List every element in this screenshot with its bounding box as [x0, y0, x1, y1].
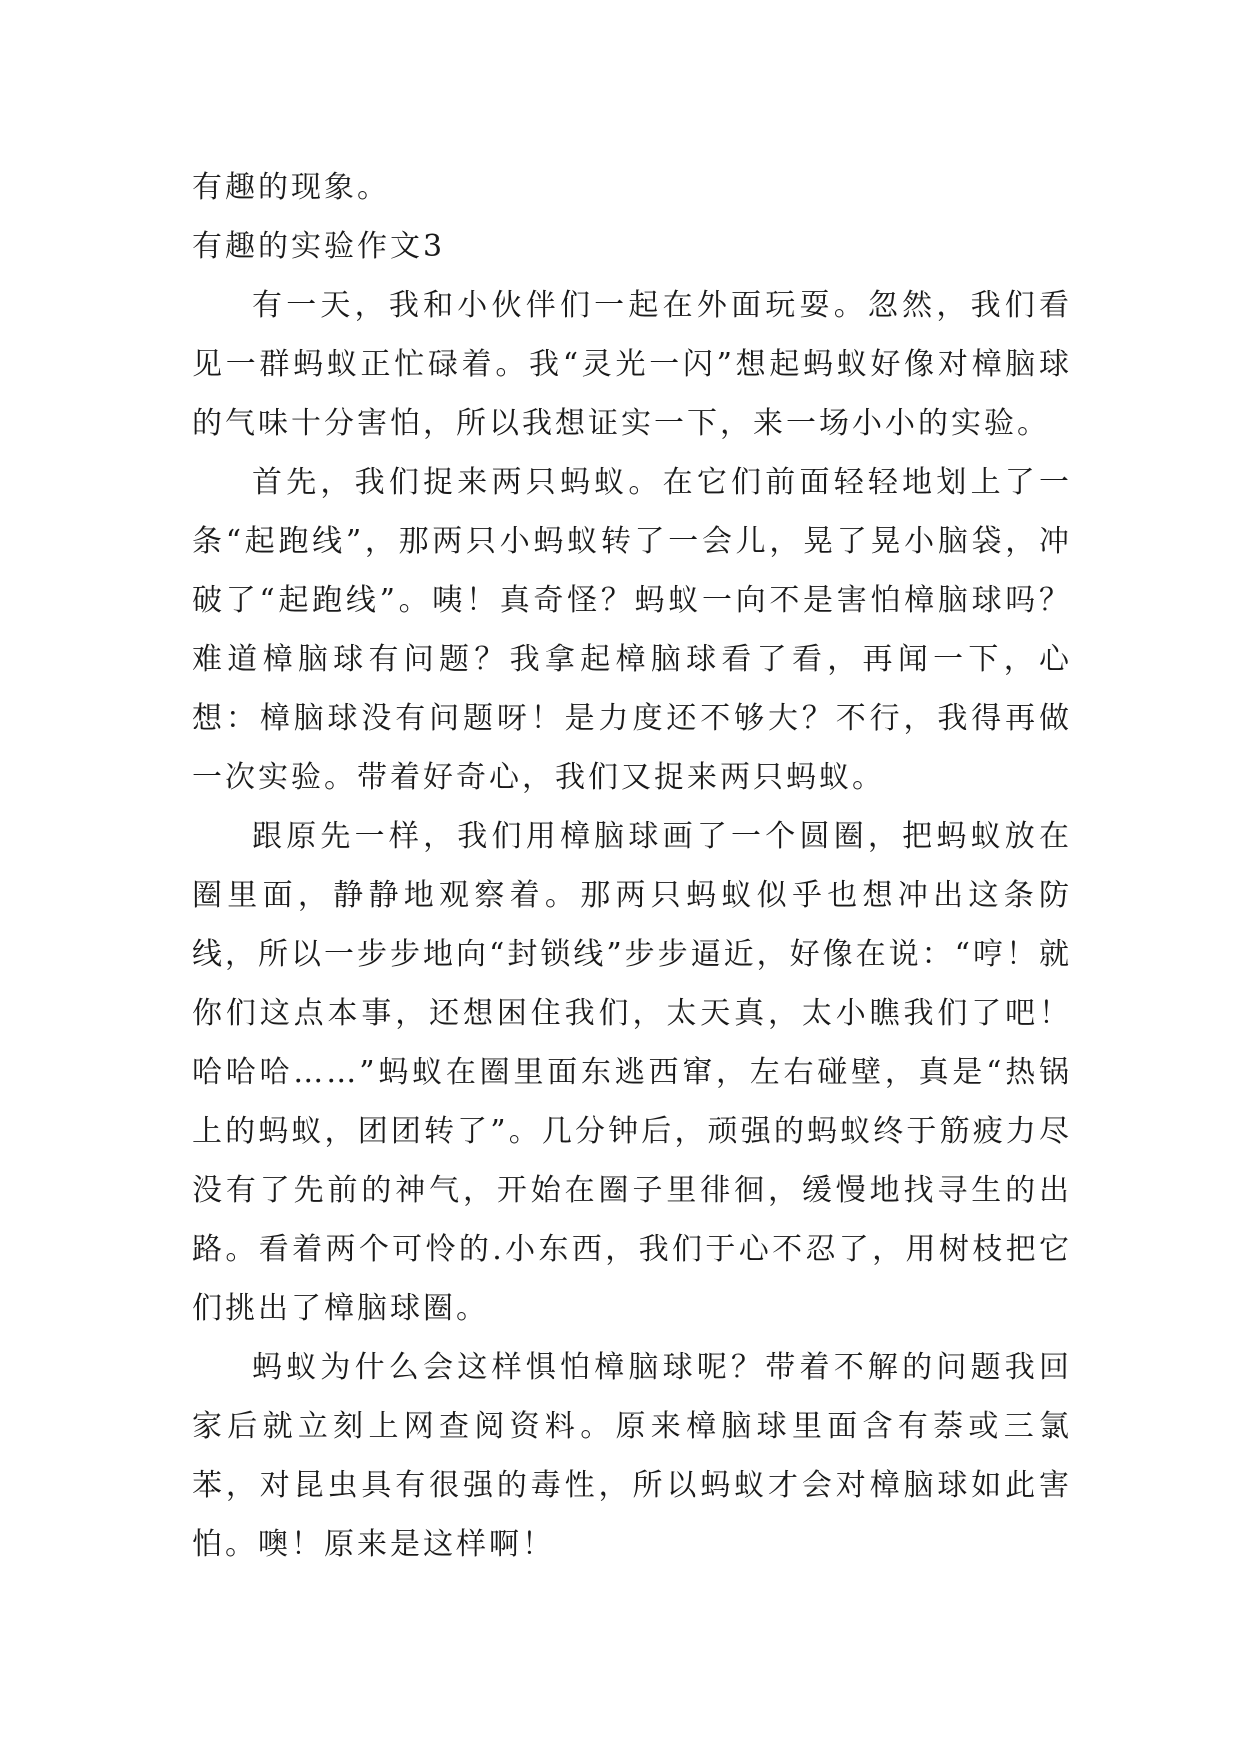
paragraph-1: 有一天，我和小伙伴们一起在外面玩耍。忽然，我们看见一群蚂蚁正忙碌着。我“灵光一闪”想起蚂蚁好像对樟脑球的气味十分害怕，所以我想证实一下，来一场小小的实验。	[192, 288, 1072, 441]
section-title: 有趣的实验作文3	[192, 229, 446, 264]
lead-line: 有趣的现象。	[192, 170, 390, 205]
paragraph-3: 跟原先一样，我们用樟脑球画了一个圆圈，把蚂蚁放在圈里面，静静地观察着。那两只蚂蚁似乎也想冲出这条防线，所以一步步地向“封锁线”步步逼近，好像在说：“哼！就你们这点本事，还想困住我们，太天真，太小瞧我们了吧！哈哈哈……”蚂蚁在圈里面东逃西窜，左右碰壁，真是“热锅上的蚂蚁，团团转了”。几分钟后，顽强的蚂蚁终于筋疲力尽没有了先前的神气，开始在圈子里徘徊，缓慢地找寻生的出路。看着两个可怜的.小东西，我们于心不忍了，用树枝把它们挑出了樟脑球圈。	[192, 819, 1073, 1326]
paragraph-4: 蚂蚁为什么会这样惧怕樟脑球呢？带着不解的问题我回家后就立刻上网查阅资料。原来樟脑球里面含有萘或三氯苯，对昆虫具有很强的毒性，所以蚂蚁才会对樟脑球如此害怕。噢！原来是这样啊！	[192, 1350, 1072, 1562]
paragraph-2: 首先，我们捉来两只蚂蚁。在它们前面轻轻地划上了一条“起跑线”，那两只小蚂蚁转了一会儿，晃了晃小脑袋，冲破了“起跑线”。咦！真奇怪？蚂蚁一向不是害怕樟脑球吗？难道樟脑球有问题？我拿起樟脑球看了看，再闻一下，心想：樟脑球没有问题呀！是力度还不够大？不行，我得再做一次实验。带着好奇心，我们又捉来两只蚂蚁。	[192, 465, 1072, 795]
document-body	[192, 158, 1072, 1574]
